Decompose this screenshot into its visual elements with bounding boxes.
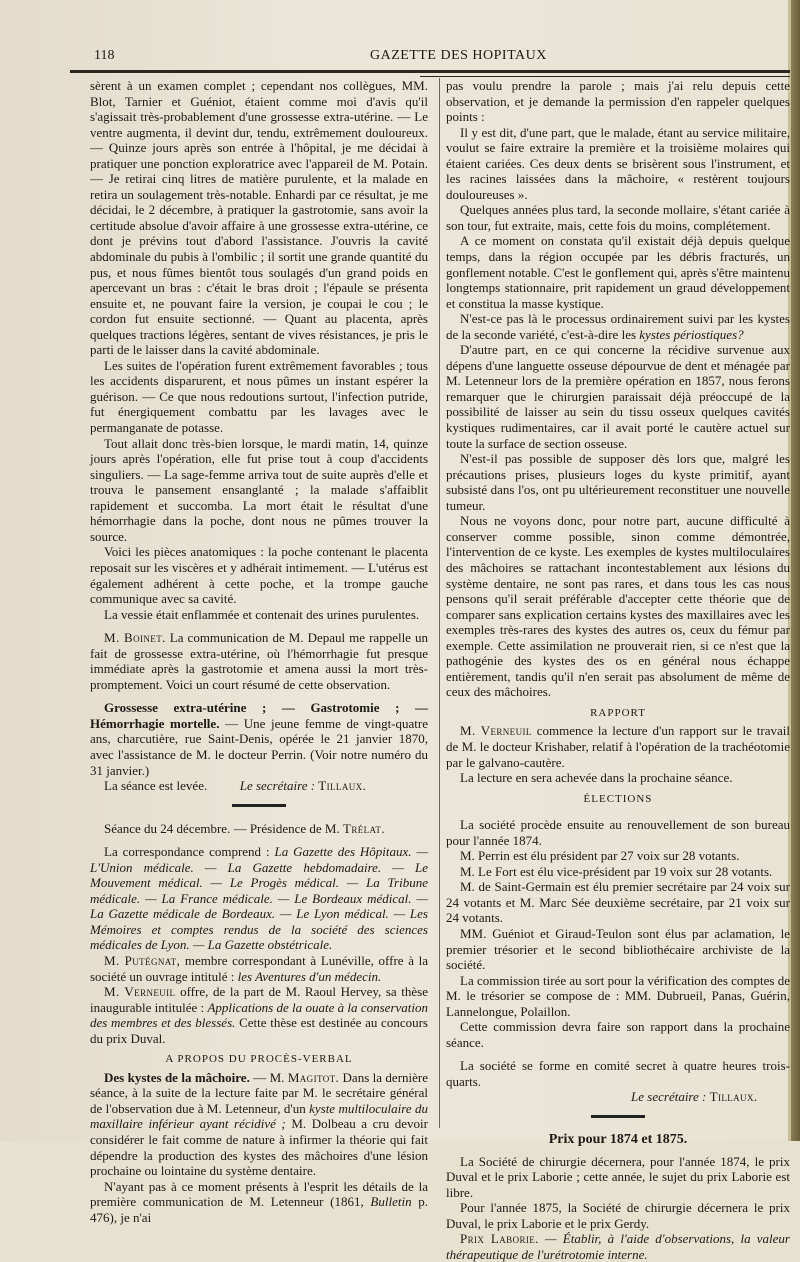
paragraph: pas voulu prendre la parole ; mais j'ai relu depuis cette observation, et je demande la permission d'en rappeler quelques points : xyxy=(446,78,790,125)
paragraph: A ce moment on constata qu'il existait déjà depuis quelque temps, dans la région occupée par les débris fracturés, un gonflement notable. C'est le gonflement qui, après s'être maintenu longtemps stationnaire, prit rapidement un graud développement et constitua la masse kystique. xyxy=(446,233,790,311)
page-header xyxy=(70,46,790,68)
secretary-label: Le secrétaire : xyxy=(239,778,316,794)
prize-title: Prix pour 1874 et 1875. xyxy=(548,1132,688,1147)
laborie-paragraph: Prix Laborie. — Établir, à l'aide d'observations, la valeur thérapeutique de l'urétrotomie interne. xyxy=(446,1231,790,1262)
paragraph: Les suites de l'opération furent extrêmement favorables ; tous les accidents disparurent, et nous pûmes un instant espérer la guérison. — Ce que nous redoutions surtout, l'infection putride, fut énergiquement combattu par les lavages avec le permanganate de potasse. xyxy=(90,357,428,436)
running-title: GAZETTE DES HOPITAUX xyxy=(370,48,547,63)
header-rule xyxy=(70,70,790,73)
paragraph: N'est-il pas possible de supposer dès lors que, malgré les précautions prises, plusieurs loges du kyste primitif, ayant subsisté dans l'os, ont pu ultérieurement reconstituer une nouvelle tumeur. xyxy=(446,451,790,513)
book-spine xyxy=(791,0,800,1141)
paragraph: Voici les pièces anatomiques : la poche contenant le placenta reposait sur les viscères et y adhérait intimement. — L'utérus est également adhérent à cette poche, et la trompe gauche communique avec sa cavité. xyxy=(90,544,428,607)
left-column xyxy=(90,78,428,1225)
rapport-heading: RAPPORT xyxy=(590,706,646,719)
proces-verbal-heading: A PROPOS DU PROCÈS-VERBAL xyxy=(165,1053,353,1066)
paragraph: N'est-ce pas là le processus ordinairement suivi par les kystes de la seconde variété, c'est-à-dire les kystes périostiques? xyxy=(446,311,790,342)
elections-heading: ÉLECTIONS xyxy=(583,792,653,805)
section-separator xyxy=(232,804,286,807)
paragraph: La société procède ensuite au renouvellement de son bureau pour l'année 1874. xyxy=(446,817,790,848)
paragraph: Nous ne voyons donc, pour notre part, aucune difficulté à conserver comme possible, sinon comme démontrée, l'intervention de ce kyste. Les exemples de kystes multiloculaires des mâchoires se rattachant incontestablement aux lésions du système dentaire, ne sont pas rares, et dans tous les cas nous pensons qu'il serait préférable d'accepter cette théorie que de comparer sans explication certains kystes des maxillaires avec les exemples très-rares des kystes des autres os, ceux du fémur par exemple. Cette assimilation ne prouverait rien, si ce n'est que la pathogénie des kystes des os en général nous échappe entièrement, tandis qu'il n'en serait pas absolument de même de ceux des mâchoires. xyxy=(446,513,790,700)
paragraph: La lecture en sera achevée dans la prochaine séance. xyxy=(460,770,733,786)
column-divider xyxy=(439,78,440,1128)
paragraph: La commission tirée au sort pour la vérification des comptes de M. le trésorier se compose de : MM. Dubrueil, Panas, Guérin, Lannelongue, Polaillon. xyxy=(446,972,790,1019)
paragraph: MM. Guéniot et Giraud-Teulon sont élus par aclamation, le premier trésorier et le second bibliothécaire archiviste de la société. xyxy=(446,925,790,973)
speaker-name: M. Boinet. xyxy=(104,630,166,646)
case-title: Grossesse extra-utérine ; — Gastrotomie ; — Hémorrhagie mortelle. xyxy=(90,700,428,731)
paragraph: sèrent à un examen complet ; cependant nos collègues, MM. Blot, Tarnier et Guéniot, étaient comme moi d'avis qu'il s'agissait très-probablement d'une grossesse extra-utérine. — Le ventre augmenta, il devint dur, tendu, extrêmement douloureux. — Quinze jours après son entrée à l'hôpital, je me décidai à pratiquer une ponction exploratrice avec l'appareil de M. Potain. — Je retirai cinq litres de matière purulente, et la malade en retira un soulagement très-notable. Enhardi par ce résultat, je me décidai, le 2 décembre, à pratiquer la gastrotomie, sans avoir la certitude absolue d'avoir affaire à une grossesse extra-utérine, ce dont je prévins tout d'abord l'assistance. J'ouvris la cavité abdominale du pubis à l'ombilic ; il sortit une grande quantité du pus, et nous fûmes bientôt tous soulagés d'un grand poids en apercevant un bras : c'était le bras droit ; l'épaule se présenta ensuite et, ne pouvant faire la version, je coupai le cou ; le cordon fut ensuite sectionné. — Quant au placenta, après quelques tractions légères, sentant de vives résistances, je pris le parti de le laisser dans la cavité abdominale. xyxy=(90,78,428,358)
paragraph: Tout allait donc très-bien lorsque, le mardi matin, 14, quinze jours après l'opération, elle fut prise tout à coup d'accidents singuliers. — La sage-femme arriva tout de suite auprès d'elle et trouva le pansement ensanglanté ; la malade s'affaiblit rapidement et succomba. La mort était le résultat d'une hémorrhagie dans la poche, dont nous ne pûmes trouver la source. xyxy=(90,435,428,544)
right-column xyxy=(446,78,790,1262)
rapport-paragraph: M. Verneuil commence la lecture d'un rapport sur le travail de M. le docteur Krishaber, relatif à l'opération de la trachéotomie par le galvano-cautère. xyxy=(446,723,791,770)
header-rule-thin xyxy=(420,76,790,77)
paragraph: Cette commission devra faire son rapport dans la prochaine séance. xyxy=(446,1019,790,1050)
kystes-paragraph: Des kystes de la mâchoire. — M. Magitot. Dans la dernière séance, à la suite de la lecture faite par M. le secrétaire général de l'observation due à M. Letenneur, d'un kyste multiloculaire du maxillaire inférieur ayant récidivé ; M. Dolbeau a cru devoir considérer le fait comme de nature à infirmer la théorie qui fait dépendre la production des kystes des mâchoires d'une lésion prochaine ou lointaine du système dentaire. xyxy=(90,1069,428,1179)
paragraph: La Société de chirurgie décernera, pour l'année 1874, le prix Duval et le prix Laborie ; cette année, le sujet du prix Laborie est libre. xyxy=(446,1153,790,1200)
section-separator xyxy=(591,1115,645,1118)
paragraph: M. Le Fort est élu vice-président par 19 voix sur 28 votants. xyxy=(460,863,773,879)
correspondence: La correspondance comprend : La Gazette des Hôpitaux. — L'Union médicale. — La Gazette hebdomadaire. — Le Mouvement médical. — Le Progès médical. — La Tribune médicale. — La France médicale. — Le Bordeaux médical. — La Gazette médicale de Bordeaux. — Le Lyon médical. — Les Mémoires et comptes rendus de la société des sciences médicales de Lyon. — La Gazette obstétricale. xyxy=(90,844,429,953)
verneuil-paragraph: M. Verneuil offre, de la part de M. Raoul Hervey, sa thèse inaugurable intitulée : Applications de la ouate à la conservation des membres et des blessés. Cette thèse est destinée au concours du prix Duval. xyxy=(90,984,428,1046)
paragraph: N'ayant pas à ce moment présents à l'esprit les détails de la première communication de M. Letenneur (1861, Bulletin p. 476), je n'ai xyxy=(90,1178,429,1225)
paragraph: La société se forme en comité secret à quatre heures trois-quarts. xyxy=(446,1058,790,1089)
paragraph: Pour l'année 1875, la Société de chirurgie décernera le prix Duval, le prix Laborie et le prix Gerdy. xyxy=(446,1200,790,1231)
paragraph: La vessie était enflammée et contenait des urines purulentes. xyxy=(104,606,420,622)
putegnat-paragraph: M. Putégnat, membre correspondant à Lunéville, offre à la société un ouvrage intitulé : les Aventures d'un médecin. xyxy=(90,952,428,984)
paragraph: M. de Saint-Germain est élu premier secrétaire par 24 voix sur 24 votants et M. Marc Sée deuxième secrétaire, par 21 voix sur 24 votants. xyxy=(446,879,790,926)
closing-line: La séance est levée. Le secrétaire : Tillaux. xyxy=(104,778,367,794)
paragraph: M. Perrin est élu président par 27 voix sur 28 votants. xyxy=(460,848,740,864)
signature-line: Le secrétaire : Tillaux. xyxy=(631,1089,758,1105)
boinet-paragraph: M. Boinet. La communication de M. Depaul me rappelle un fait de grossesse extra-utérine, où l'hémorrhagie fut presque immédiate après la gastrotomie et amena aussi la mort très-promptement. Voici un court résumé de cette observation. xyxy=(90,630,428,692)
page-number: 118 xyxy=(94,48,115,63)
paragraph: Il y est dit, d'une part, que le malade, étant au service militaire, voulut se faire extraire la première et la troisième molaires qui étaient cariées. Ces deux dents se brisèrent sous l'instrument, et les racines laissées dans la mâchoire, « restèrent toujours douloureuses ». xyxy=(446,124,790,202)
case-paragraph: Grossesse extra-utérine ; — Gastrotomie ; — Hémorrhagie mortelle. — Une jeune femme de vingt-quatre ans, charcutière, rue Saint-Denis, opérée le 21 janvier 1870, avec l'assistance de M. le docteur Perrin. (Voir notre numéro du 31 janvier.) xyxy=(90,700,428,778)
paragraph: D'autre part, en ce qui concerne la récidive survenue aux dépens d'une languette osseuse dépourvue de dent et ménagée par M. Letenneur lors de la première opération en 1857, nous ferons remarquer que le chirurgien paraissait déjà préoccupé de la possibilité de laisser au sein du tissu osseux quelques cavités kystiques rudimentaires, car il avait porté le cautère actuel sur toute la surface de section osseuse. xyxy=(446,342,790,451)
paragraph: Quelques années plus tard, la seconde mollaire, s'étant cariée à son tour, fut extraite, mais, cette fois du moins, complétement. xyxy=(446,202,790,233)
secretary-name: Tillaux. xyxy=(318,778,367,794)
session-heading: Séance du 24 décembre. — Présidence de M. Trélat. xyxy=(104,820,385,836)
